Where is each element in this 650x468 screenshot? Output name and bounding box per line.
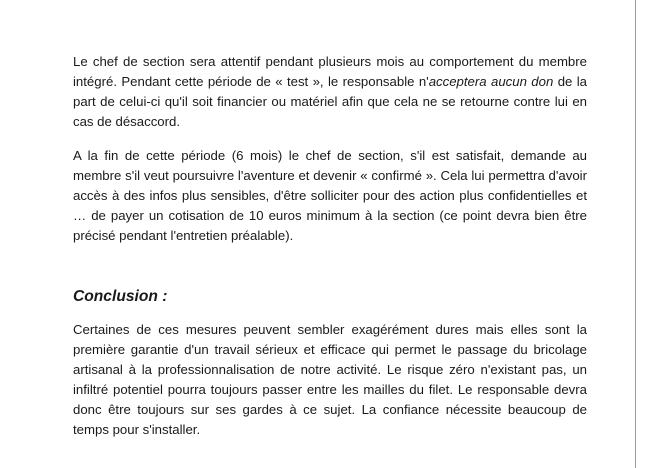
paragraph-probation bbox=[73, 52, 587, 132]
conclusion-heading: Conclusion : bbox=[73, 288, 168, 305]
paragraph-probation-emphasis: acceptera aucun don bbox=[428, 74, 554, 89]
page-edge-line bbox=[635, 0, 636, 468]
document-body bbox=[73, 52, 587, 440]
paragraph-conclusion: Certaines de ces mesures peuvent sembler exagérément dures mais elles sont la première garantie d'un travail sérieux et efficace qui permet le passage du bricolage artisanal à la professionnalisation de notre activité. Le risque zéro n'existant pas, un infiltré potentiel pourra toujours passer entre les mailles du filet. Le responsable devra donc être toujours sur ses gardes à ce sujet. La confiance nécessite beaucoup de temps pour s'installer. bbox=[73, 322, 587, 437]
paragraph-confirmation: A la fin de cette période (6 mois) le chef de section, s'il est satisfait, demande au membre s'il veut poursuivre l'aventure et devenir « confirmé ». Cela lui permettra d'avoir accès à des infos plus sensibles, d'être solliciter pour des action plus confidentielles et … de payer un cotisation de 10 euros minimum à la section (ce point devra bien être précisé pendant l'entretien préalable). bbox=[73, 148, 587, 243]
paragraph-probation-text-end: de la part de celui-ci qu'il soit financier ou matériel afin que cela ne se retourne contre lui en cas de désaccord. bbox=[73, 74, 587, 129]
paragraph-probation-text-start: Le chef de section sera attentif pendant plusieurs mois au comportement du membre intégré. Pendant cette période de « test », le responsable n' bbox=[73, 54, 587, 89]
